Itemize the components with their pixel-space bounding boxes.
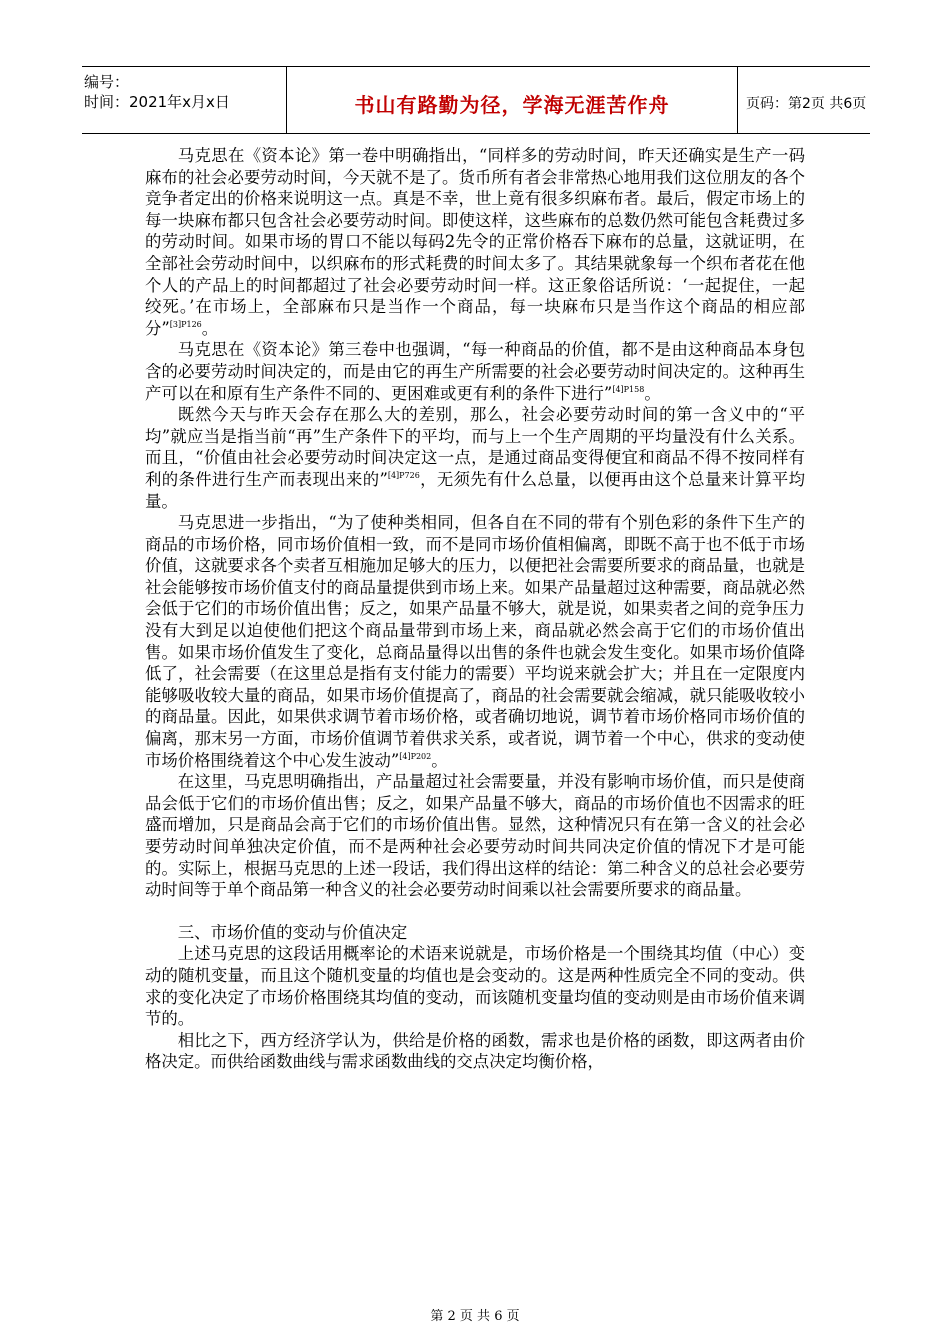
paragraph — [145, 943, 805, 1029]
paragraph-tail: 。 — [644, 383, 661, 403]
paragraph — [145, 404, 805, 512]
section-heading — [145, 922, 805, 944]
section-heading-text: 三、市场价值的变动与价值决定 — [177, 922, 408, 942]
page-header — [82, 66, 870, 134]
page-footer: 第 2 页 共 6 页 — [430, 1309, 520, 1324]
paragraph-tail: 。 — [431, 750, 448, 770]
paragraph-text: 上述马克思的这段话用概率论的术语来说就是，市场价格是一个围绕其均值（中心）变动的随机变量，而且这个随机变量的均值也是会变动的。这是两种性质完全不同的变动。供求的变化决定了市场价格围绕其均值的变动，而该随机变量均值的变动则是由市场价值来调节的。 — [145, 944, 805, 1029]
citation-ref: [4]P158 — [612, 384, 645, 394]
paragraph-text: 在这里，马克思明确指出，产品量超过社会需要量，并没有影响市场价值，而只是使商品会低于它们的市场价值出售；反之，如果产品量不够大，商品的市场价值也不因需求的旺盛而增加，只是商品会高于它们的市场价值出售。显然，这种情况只有在第一含义的社会必要劳动时间单独决定价值，而不是两种社会必要劳动时间共同决定价值的情况下才是可能的。实际上，根据马克思的上述一段话，我们得出这样的结论：第二种含义的总社会必要劳动时间等于单个商品第一种含义的社会必要劳动时间乘以社会需要所要求的商品量。 — [145, 772, 805, 900]
citation-ref: [3]P126 — [169, 319, 202, 329]
header-page-cell — [738, 67, 870, 133]
document-time-label: 时间：2021年x月x日 — [84, 93, 230, 111]
paragraph — [145, 145, 805, 339]
header-page-info: 页码：第2页 共6页 — [746, 96, 867, 112]
paragraph — [145, 1030, 805, 1073]
paragraph-text: 马克思在《资本论》第三卷中也强调，“每一种商品的价值，都不是由这种商品本身包含的必要劳动时间决定的，而是由它的再生产所需要的社会必要劳动时间决定的。这种再生产可以在和原有生产条件不同的、更困难或更有利的条件下进行” — [145, 340, 805, 403]
paragraph — [145, 771, 805, 901]
citation-ref: [4]P202 — [399, 751, 432, 761]
paragraph-text: 相比之下，西方经济学认为，供给是价格的函数，需求也是价格的函数，即这两者由价格决定。而供给函数曲线与需求函数曲线的交点决定均衡价格， — [145, 1030, 805, 1072]
header-motto-cell — [286, 67, 738, 133]
document-body — [145, 145, 805, 1073]
paragraph-tail: 。 — [201, 318, 219, 338]
paragraph — [145, 512, 805, 771]
paragraph-text: 既然今天与昨天会存在那么大的差别，那么，社会必要劳动时间的第一含义中的“平均”就应当是指当前“再”生产条件下的平均，而与上一个生产周期的平均量没有什么关系。而且，“价值由社会必要劳动时间决定这一点，是通过商品变得便宜和商品不得不按同样有利的条件进行生产而表现出来的” — [145, 405, 805, 489]
paragraph-text: 马克思进一步指出，“为了使种类相同，但各自在不同的带有个别色彩的条件下生产的商品的市场价格，同市场价值相一致，而不是同市场价值相偏离，即既不高于也不低于市场价值，这就要求各个卖者互相施加足够大的压力，以便把社会需要所要求的商品量，也就是社会能够按市场价值支付的商品量提供到市场上来。如果产品量超过这种需要，商品就必然会低于它们的市场价值出售；反之，如果产品量不够大，就是说，如果卖者之间的竞争压力没有大到足以迫使他们把这个商品量带到市场上来，商品就必然会高于它们的市场价值出售。如果市场价值发生了变化，总商品量得以出售的条件也就会发生变化。如果市场价值降低了，社会需要（在这里总是指有支付能力的需要）平均说来就会扩大；并且在一定限度内能够吸收较大量的商品，如果市场价值提高了，商品的社会需要就会缩减，就只能吸收较小的商品量。因此，如果供求调节着市场价格，或者确切地说，调节着市场价格同市场价值的偏离，那末另一方面，市场价值调节着供求关系，或者说，调节着一个中心，供求的变动使市场价格围绕着这个中心发生波动” — [145, 513, 805, 770]
paragraph — [145, 339, 805, 404]
header-motto: 书山有路勤为径，学海无涯苦作舟 — [354, 93, 670, 117]
document-number-label: 编号： — [84, 73, 130, 91]
header-meta-cell — [82, 67, 286, 133]
paragraph-text: 马克思在《资本论》第一卷中明确指出，“同样多的劳动时间，昨天还确实是生产一码麻布的社会必要劳动时间，今天就不是了。货币所有者会非常热心地用我们这位朋友的各个竞争者定出的价格来说明这一点。真是不幸，世上竟有很多织麻布者。最后，假定市场上的每一块麻布都只包含社会必要劳动时间。即使这样，这些麻布的总数仍然可能包含耗费过多的劳动时间。如果市场的胃口不能以每码2先令的正常价格吞下麻布的总量，这就证明，在全部社会劳动时间中，以织麻布的形式耗费的时间太多了。其结果就象每一个织布者花在他个人的产品上的时间都超过了社会必要劳动时间一样。这正象俗话所说：‘一起捉住，一起绞死。’在市场上，全部麻布只是当作一个商品，每一块麻布只是当作这个商品的相应部分” — [145, 146, 805, 338]
citation-ref: [4]P726 — [387, 470, 420, 480]
paragraph-tail: ，无须先有什么总量，以便再由这个总量来计算平均量。 — [145, 469, 805, 511]
